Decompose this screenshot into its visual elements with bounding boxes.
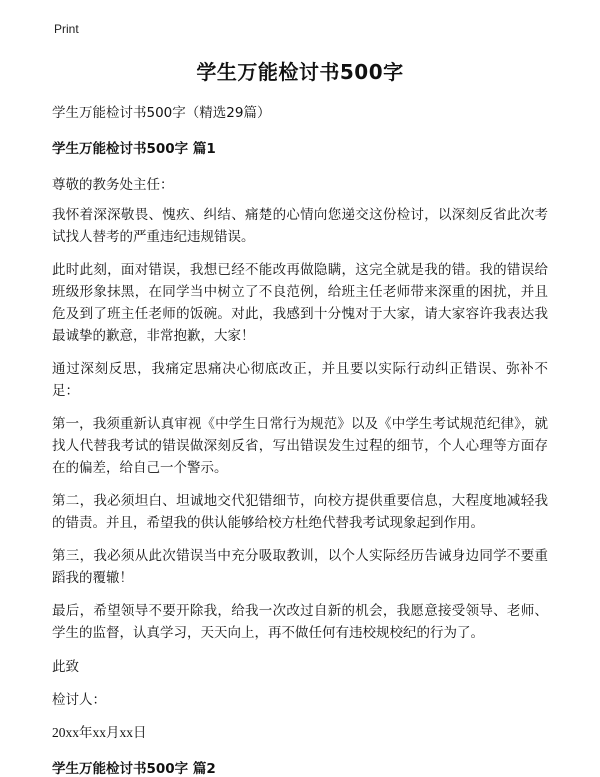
document-title: 学生万能检讨书500字	[196, 60, 404, 84]
paragraph-4: 第一，我须重新认真审视《中学生日常行为规范》以及《中学生考试规范纪律》，就找人代替我考试的错误做深刻反省，写出错误发生过程的细节，个人心理等方面存在的偏差，给自己一个警示。	[52, 416, 548, 476]
paragraph-1: 我怀着深深敬畏、愧疚、纠结、痛楚的心情向您递交这份检讨，以深刻反省此次考试找人替考的严重违纪违规错误。	[52, 207, 548, 245]
date-line: 20xx年xx月xx日	[52, 725, 147, 740]
section-heading-2: 学生万能检讨书500字 篇2	[52, 761, 216, 777]
paragraph-6: 第三，我必须从此次错误当中充分吸取教训，以个人实际经历告诫身边同学不要重蹈我的覆辙！	[52, 548, 548, 586]
paragraph-2: 此时此刻，面对错误，我想已经不能改再做隐瞒，这完全就是我的错。我的错误给班级形象抹黑，在同学当中树立了不良范例，给班主任老师带来深重的困扰，并且危及到了班主任老师的饭碗。对此，我感到十分愧对于大家，请大家容许我表达我最诚挚的歉意，非常抱歉，大家！	[52, 262, 548, 344]
section-heading-1: 学生万能检讨书500字 篇1	[52, 141, 216, 157]
paragraph-3: 通过深刻反思，我痛定思痛决心彻底改正，并且要以实际行动纠正错误、弥补不足：	[52, 361, 548, 399]
closing-line: 此致	[52, 659, 79, 675]
paragraph-5: 第二，我必须坦白、坦诚地交代犯错细节，向校方提供重要信息，大程度地减轻我的错责。并且，希望我的供认能够给校方杜绝代替我考试现象起到作用。	[52, 493, 548, 531]
paragraph-7: 最后，希望领导不要开除我，给我一次改过自新的机会，我愿意接受领导、老师、学生的监督，认真学习，天天向上，再不做任何有违校规校纪的行为了。	[52, 603, 548, 641]
print-link[interactable]: Print	[54, 22, 79, 36]
signer-line: 检讨人：	[52, 692, 106, 708]
salutation: 尊敬的教务处主任：	[52, 177, 174, 193]
document-subtitle: 学生万能检讨书500字（精选29篇）	[52, 105, 271, 121]
